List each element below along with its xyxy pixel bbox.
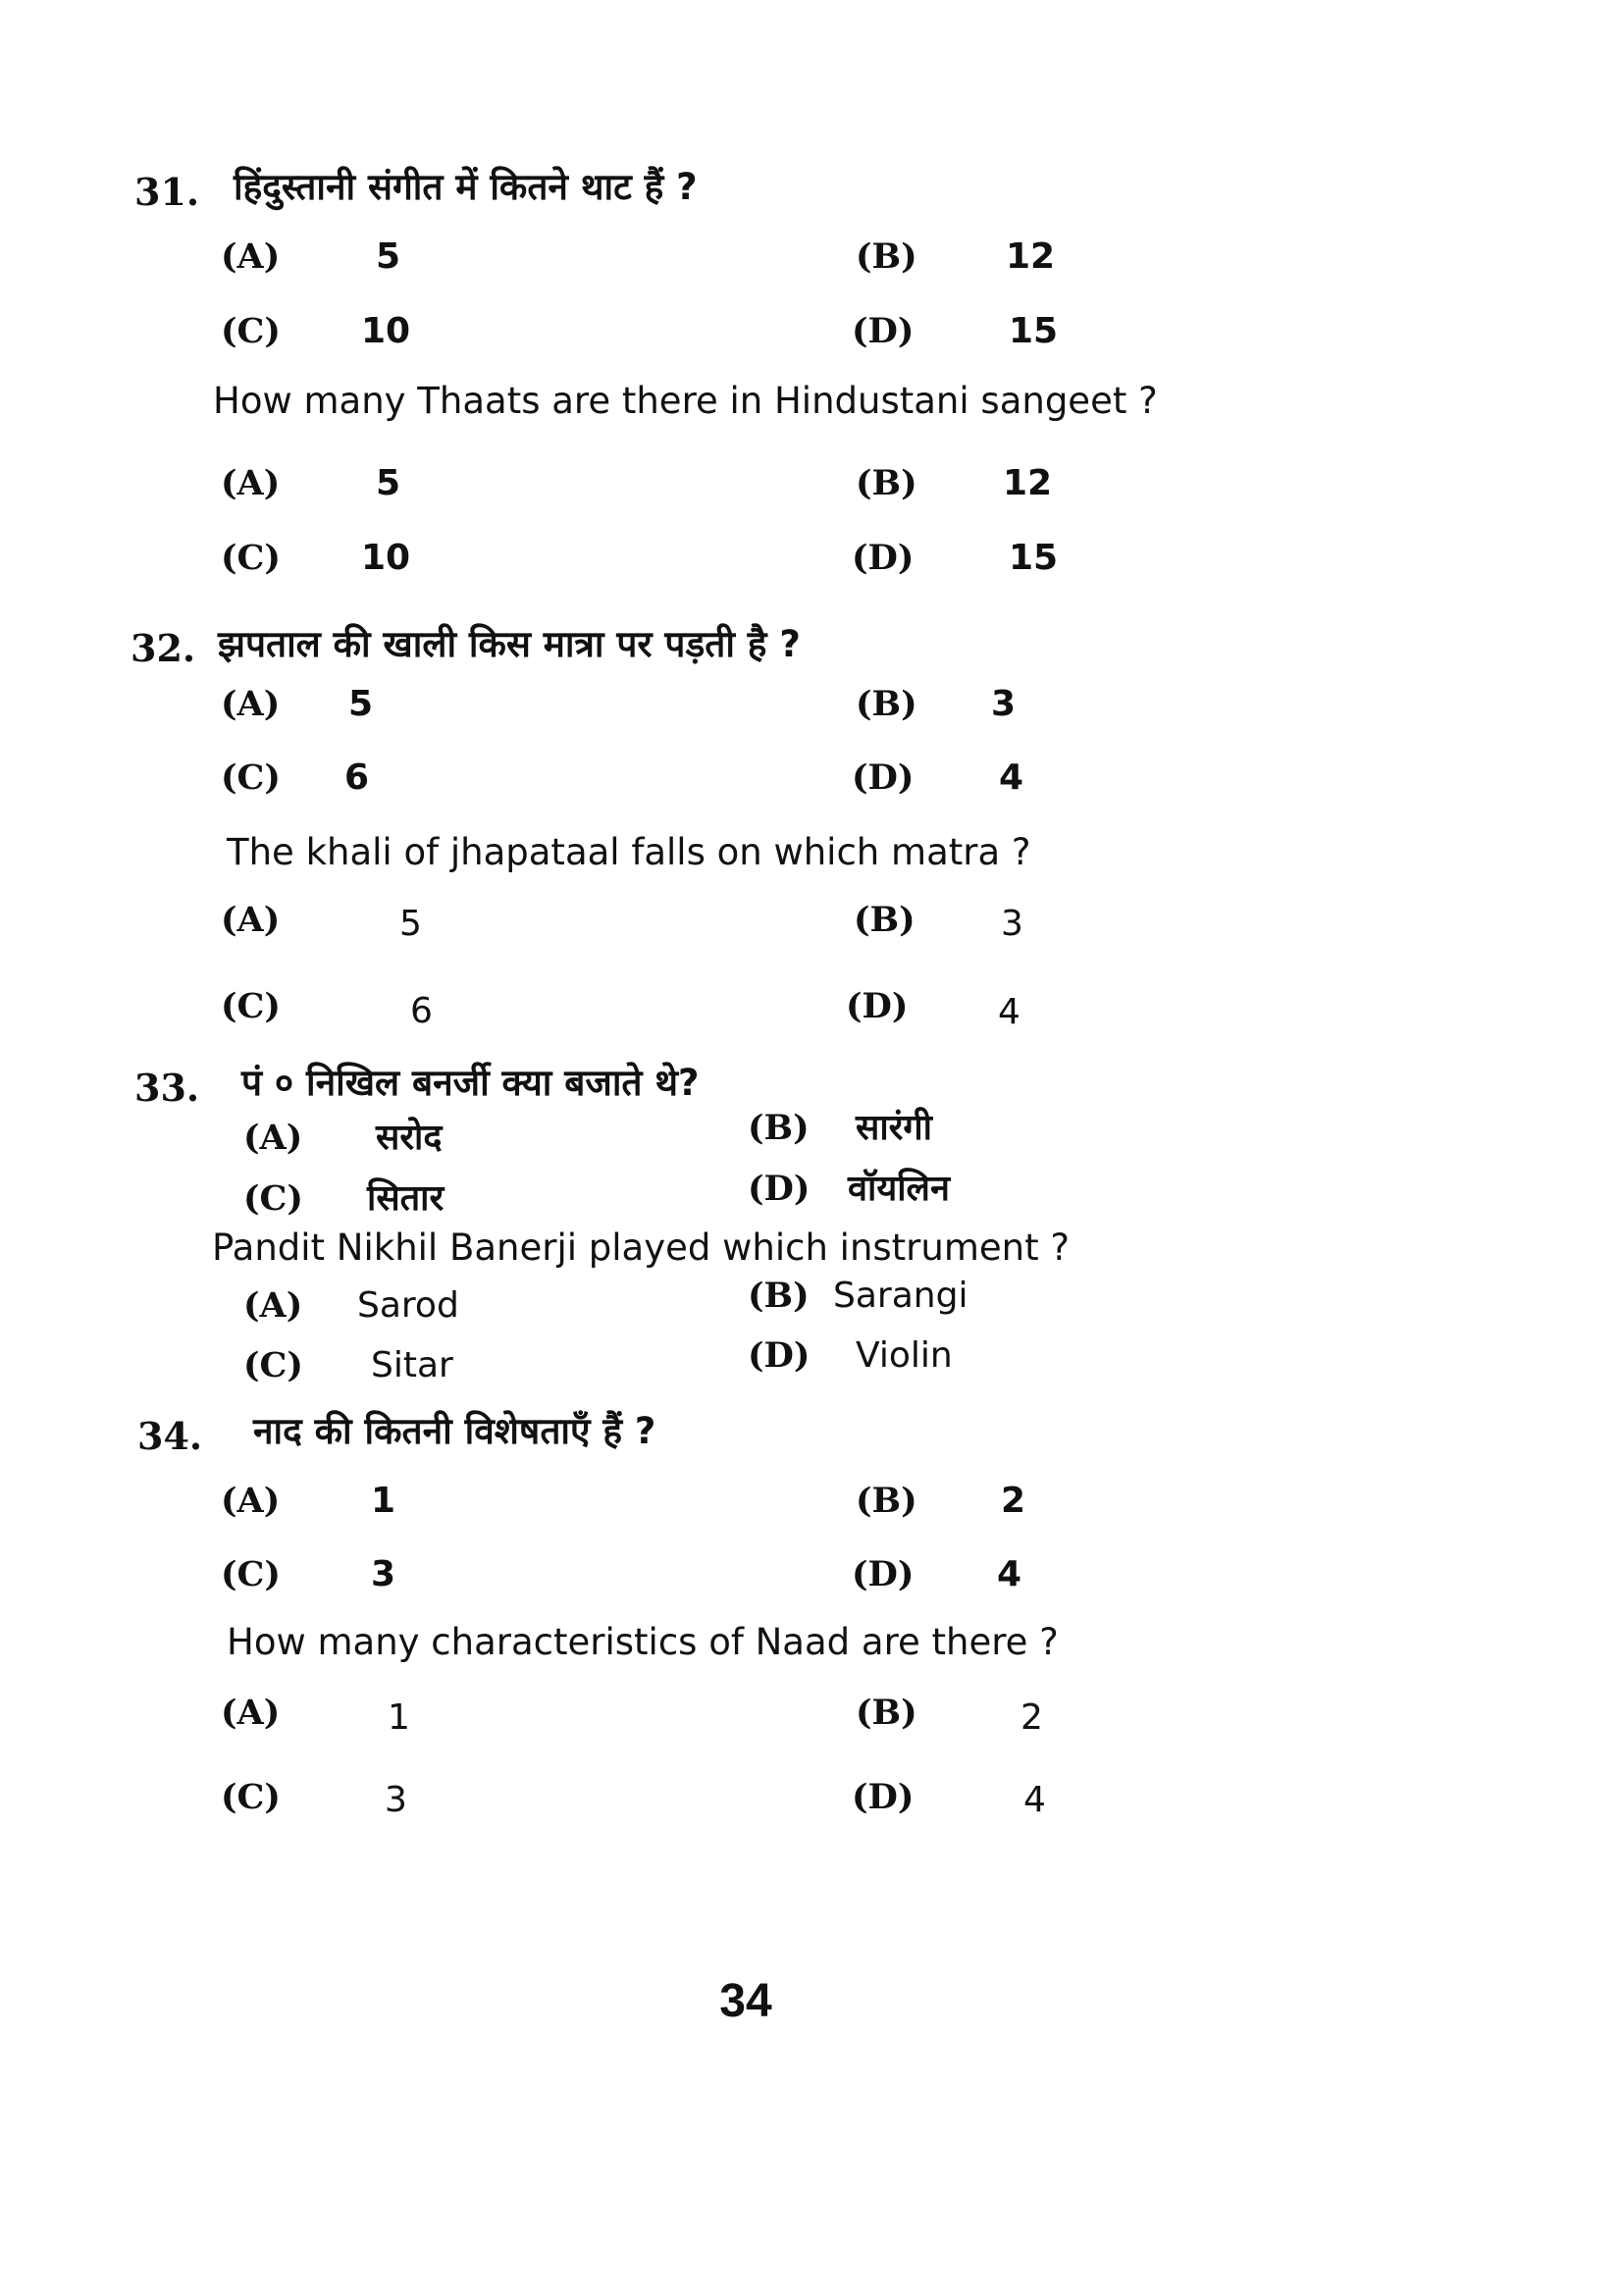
option-value: सितार xyxy=(367,1178,445,1219)
option-label: (B) xyxy=(856,1481,917,1521)
option-label: (B) xyxy=(854,900,916,940)
option-value: Sarangi xyxy=(833,1276,968,1316)
option-value: 3 xyxy=(385,1780,407,1820)
option-value: 3 xyxy=(371,1554,396,1594)
option-value: 2 xyxy=(1001,1481,1026,1521)
option-value: 4 xyxy=(998,992,1020,1032)
option-label: (A) xyxy=(221,900,281,940)
option-label: (A) xyxy=(221,1693,281,1733)
question-text-hindi: हिंदुस्तानी संगीत में कितने थाट हैं ? xyxy=(234,166,698,208)
question-text-hindi: झपताल की खाली किस मात्रा पर पड़ती है ? xyxy=(218,623,801,665)
option-label: (C) xyxy=(221,1777,281,1817)
option-label: (A) xyxy=(221,463,281,503)
question-text-hindi: नाद की कितनी विशेषताएँ हैं ? xyxy=(253,1410,656,1452)
option-label: (C) xyxy=(221,986,281,1026)
option-value: 10 xyxy=(361,538,411,578)
option-label: (A) xyxy=(243,1285,303,1326)
question-text-english: The khali of jhapataal falls on which matra ? xyxy=(227,831,1031,873)
option-value: सरोद xyxy=(376,1118,443,1158)
question-number: 32. xyxy=(131,626,196,670)
question-text-english: Pandit Nikhil Banerji played which instrument ? xyxy=(212,1226,1070,1269)
option-value: वॉयलिन xyxy=(848,1169,950,1209)
question-text-english: How many characteristics of Naad are there ? xyxy=(227,1621,1059,1663)
option-value: 15 xyxy=(1009,311,1059,351)
option-label: (B) xyxy=(856,1693,917,1733)
option-label: (C) xyxy=(243,1178,303,1219)
option-label: (B) xyxy=(748,1276,810,1316)
question-text-english: How many Thaats are there in Hindustani sangeet ? xyxy=(213,380,1158,422)
option-value: 3 xyxy=(1001,904,1023,944)
option-label: (A) xyxy=(243,1118,303,1158)
option-label: (D) xyxy=(748,1335,811,1376)
question-number: 31. xyxy=(134,170,200,214)
option-label: (D) xyxy=(852,757,915,798)
option-label: (C) xyxy=(221,757,281,798)
option-value: 4 xyxy=(997,1554,1022,1594)
option-label: (B) xyxy=(856,684,917,724)
option-value: 5 xyxy=(376,463,401,503)
option-value: 2 xyxy=(1020,1697,1043,1738)
option-label: (B) xyxy=(748,1108,810,1148)
option-value: 1 xyxy=(371,1481,396,1521)
option-value: 5 xyxy=(348,684,374,724)
option-value: 5 xyxy=(399,904,422,944)
option-value: 12 xyxy=(1003,463,1053,503)
option-value: 15 xyxy=(1009,538,1059,578)
option-value: 6 xyxy=(344,757,370,798)
option-value: 4 xyxy=(999,757,1024,798)
option-value: Sarod xyxy=(357,1285,459,1326)
option-value: Violin xyxy=(856,1335,953,1376)
option-value: 5 xyxy=(376,236,401,277)
option-value: Sitar xyxy=(371,1345,453,1385)
option-label: (B) xyxy=(856,463,917,503)
option-value: 10 xyxy=(361,311,411,351)
question-text-hindi: पं ० निखिल बनर्जी क्या बजाते थे? xyxy=(241,1062,700,1104)
question-number: 33. xyxy=(134,1066,200,1110)
option-label: (D) xyxy=(852,1777,915,1817)
option-value: 4 xyxy=(1023,1780,1046,1820)
option-label: (A) xyxy=(221,1481,281,1521)
page-number: 34 xyxy=(719,1975,772,2027)
option-label: (C) xyxy=(221,538,281,578)
option-value: 1 xyxy=(388,1697,410,1738)
question-number: 34. xyxy=(137,1414,203,1458)
option-label: (C) xyxy=(243,1345,303,1385)
option-label: (D) xyxy=(852,1554,915,1594)
option-label: (D) xyxy=(846,986,909,1026)
option-label: (A) xyxy=(221,684,281,724)
option-value: 6 xyxy=(410,991,433,1031)
option-label: (C) xyxy=(221,1554,281,1594)
option-label: (A) xyxy=(221,236,281,277)
option-label: (D) xyxy=(852,538,915,578)
option-label: (D) xyxy=(852,311,915,351)
option-label: (C) xyxy=(221,311,281,351)
option-value: सारंगी xyxy=(856,1108,932,1148)
option-label: (B) xyxy=(856,236,917,277)
option-value: 3 xyxy=(991,684,1017,724)
option-value: 12 xyxy=(1006,236,1056,277)
option-label: (D) xyxy=(748,1169,811,1209)
